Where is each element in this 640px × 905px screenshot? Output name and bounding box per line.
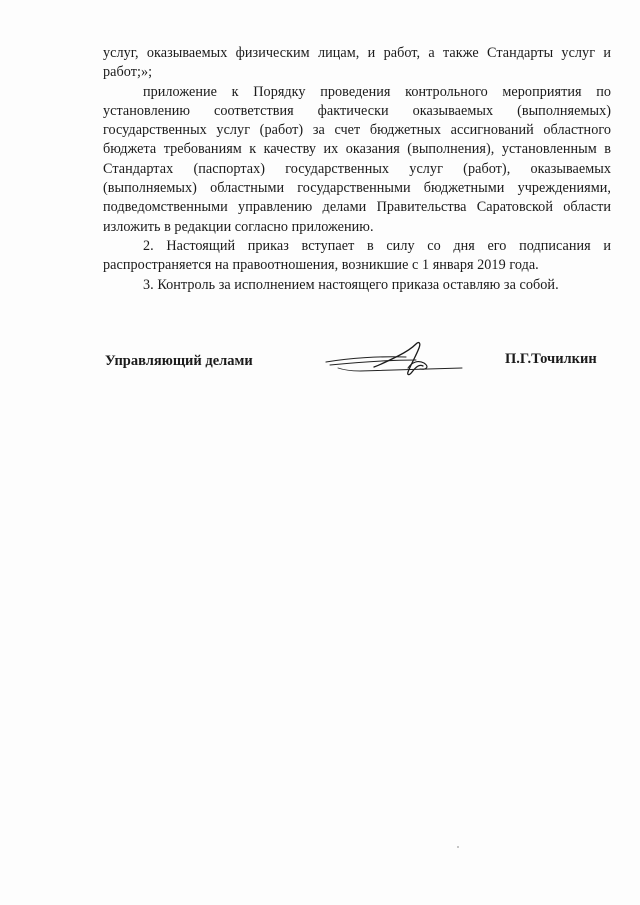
signature-block <box>103 340 613 380</box>
paragraph-control: 3. Контроль за исполнением настоящего приказа оставляю за собой. <box>143 276 559 293</box>
signer-name: П.Г.Точилкин <box>505 351 597 367</box>
paragraph-continuation: услуг, оказываемых физическим лицам, и работ, а также Стандарты услуг и работ;»; <box>103 45 611 81</box>
scan-artifact <box>457 846 459 848</box>
signer-title: Управляющий делами <box>105 353 253 369</box>
document-body <box>103 44 611 295</box>
handwritten-signature <box>320 340 470 380</box>
paragraph-appendix-amendment: приложение к Порядку проведения контрольного мероприятия по установлению соответствия фактически оказываемых (выполняемых) государственных услуг (работ) за счет бюджетных ассигнований областного бюджета требованиям к качеству их оказания (выполнения), установленным в Стандартах (паспортах) государственных услуг (работ), оказываемых (выполняемых) областными государственными бюджетными учреждениями, подведомственными управлению делами Правительства Саратовской области изложить в редакции согласно приложению. <box>103 83 611 235</box>
paragraph-effective-date: 2. Настоящий приказ вступает в силу со дня его подписания и распространяется на правоотношения, возникшие с 1 января 2019 года. <box>103 237 611 274</box>
